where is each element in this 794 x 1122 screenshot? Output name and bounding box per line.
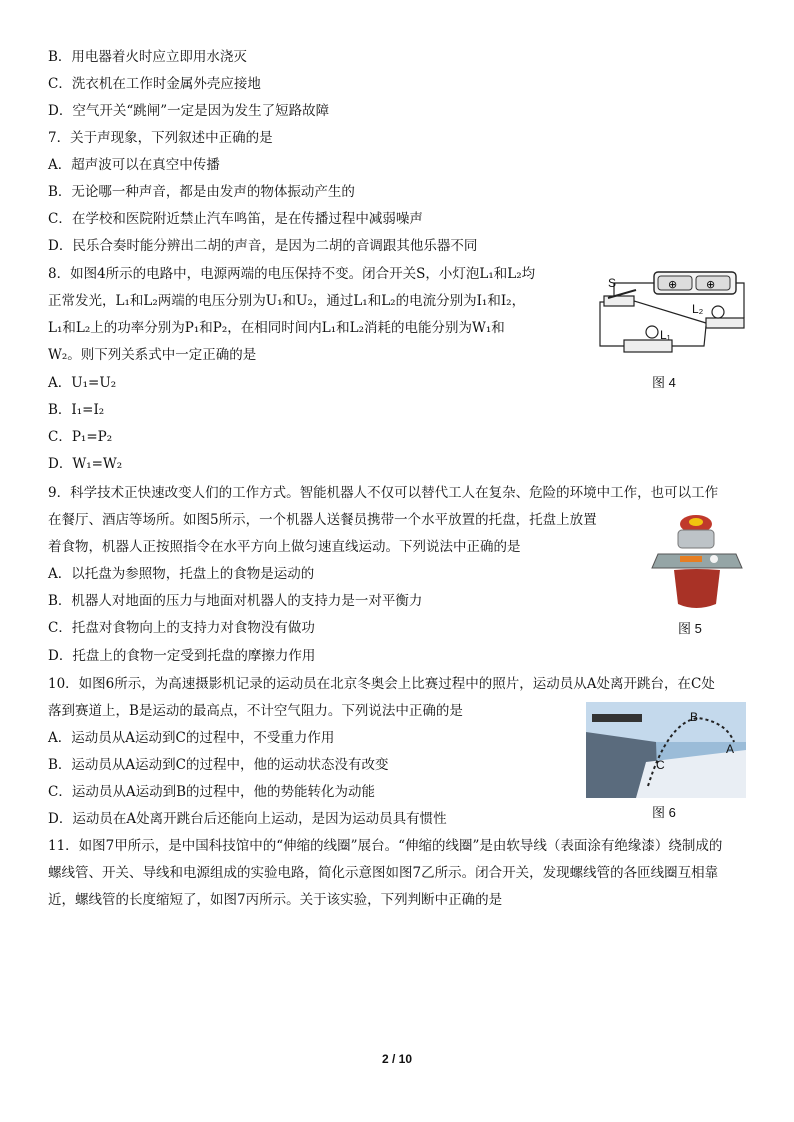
option-line: C．运动员从A运动到B的过程中，他的势能转化为动能 xyxy=(48,784,375,800)
figure-6-caption: 图 6 xyxy=(652,805,676,820)
option-line: B．运动员从A运动到C的过程中，他的运动状态没有改变 xyxy=(48,757,389,773)
option-line: D．民乐合奏时能分辨出二胡的声音，是因为二胡的音调跟其他乐器不同 xyxy=(48,238,478,254)
question-8-stem: W₂。则下列关系式中一定正确的是 xyxy=(48,347,257,363)
lamp-l1-label: L₁ xyxy=(660,328,671,342)
question-8-stem: 正常发光，L₁和L₂两端的电压分别为U₁和U₂，通过L₁和L₂的电流分别为I₁和I₂， xyxy=(48,293,526,309)
option-line: D．运动员在A处离开跳台后还能向上运动，是因为运动员具有惯性 xyxy=(48,811,447,827)
svg-text:⊕: ⊕ xyxy=(706,278,716,291)
point-c-label: C xyxy=(656,758,665,772)
option-line: C．P₁=P₂ xyxy=(48,429,113,445)
figure-6-photo xyxy=(586,702,746,798)
page-number: 2 / 10 xyxy=(381,1052,413,1066)
circuit-diagram xyxy=(594,266,754,366)
question-11-stem: 螺线管、开关、导线和电源组成的实验电路，简化示意图如图7乙所示。闭合开关，发现螺线管的各匝线圈互相靠 xyxy=(48,865,719,881)
option-line: B．机器人对地面的压力与地面对机器人的支持力是一对平衡力 xyxy=(48,593,423,609)
option-line: B．I₁=I₂ xyxy=(48,402,105,418)
question-9-stem: 在餐厅、酒店等场所。如图5所示，一个机器人送餐员携带一个水平放置的托盘，托盘上放置 xyxy=(48,512,597,528)
option-line: D．W₁=W₂ xyxy=(48,456,123,472)
ski-jump-photo xyxy=(586,702,746,798)
switch-label: S xyxy=(608,276,617,290)
option-line: C．托盘对食物向上的支持力对食物没有做功 xyxy=(48,620,315,636)
option-line: C．在学校和医院附近禁止汽车鸣笛，是在传播过程中减弱噪声 xyxy=(48,211,423,227)
question-8-stem: 8．如图4所示的电路中，电源两端的电压保持不变。闭合开关S，小灯泡L₁和L₂均 xyxy=(48,266,536,282)
point-b-label: B xyxy=(690,710,699,724)
option-line: D．托盘上的食物一定受到托盘的摩擦力作用 xyxy=(48,648,316,664)
question-10-stem: 10．如图6所示，为高速摄影机记录的运动员在北京冬奥会上比赛过程中的照片，运动员从A处离开跳台，在C处 xyxy=(48,676,715,692)
question-9-stem: 9．科学技术正快速改变人们的工作方式。智能机器人不仅可以替代工人在复杂、危险的环境中工作，也可以工作 xyxy=(48,485,719,501)
svg-text:⊕: ⊕ xyxy=(668,278,678,291)
robot-illustration xyxy=(650,510,746,612)
question-9-stem: 着食物，机器人正按照指令在水平方向上做匀速直线运动。下列说法中正确的是 xyxy=(48,539,521,555)
figure-5-caption: 图 5 xyxy=(678,621,702,636)
option-line: A．超声波可以在真空中传播 xyxy=(48,157,220,173)
figure-5-robot xyxy=(650,510,746,612)
question-11-stem: 近，螺线管的长度缩短了，如图7丙所示。关于该实验，下列判断中正确的是 xyxy=(48,892,503,908)
lamp-l2-label: L₂ xyxy=(692,302,704,316)
option-line: B．无论哪一种声音，都是由发声的物体振动产生的 xyxy=(48,184,355,200)
figure-4-caption: 图 4 xyxy=(652,375,676,390)
option-line: D．空气开关“跳闸”一定是因为发生了短路故障 xyxy=(48,103,330,119)
question-10-stem: 落到赛道上，B是运动的最高点，不计空气阻力。下列说法中正确的是 xyxy=(48,703,463,719)
option-line: A．U₁=U₂ xyxy=(48,375,117,391)
option-line: B．用电器着火时应立即用水浇灭 xyxy=(48,49,247,65)
question-8-stem: L₁和L₂上的功率分别为P₁和P₂，在相同时间内L₁和L₂消耗的电能分别为W₁和 xyxy=(48,320,505,336)
figure-4-circuit xyxy=(594,266,754,366)
option-line: A．运动员从A运动到C的过程中，不受重力作用 xyxy=(48,730,335,746)
option-line: A．以托盘为参照物，托盘上的食物是运动的 xyxy=(48,566,315,582)
question-11-stem: 11．如图7甲所示，是中国科技馆中的“伸缩的线圈”展台。“伸缩的线圈”是由软导线（表面涂有绝缘漆）绕制成的 xyxy=(48,838,723,854)
question-7-stem: 7．关于声现象，下列叙述中正确的是 xyxy=(48,130,273,146)
point-a-label: A xyxy=(726,742,735,756)
option-line: C．洗衣机在工作时金属外壳应接地 xyxy=(48,76,261,92)
